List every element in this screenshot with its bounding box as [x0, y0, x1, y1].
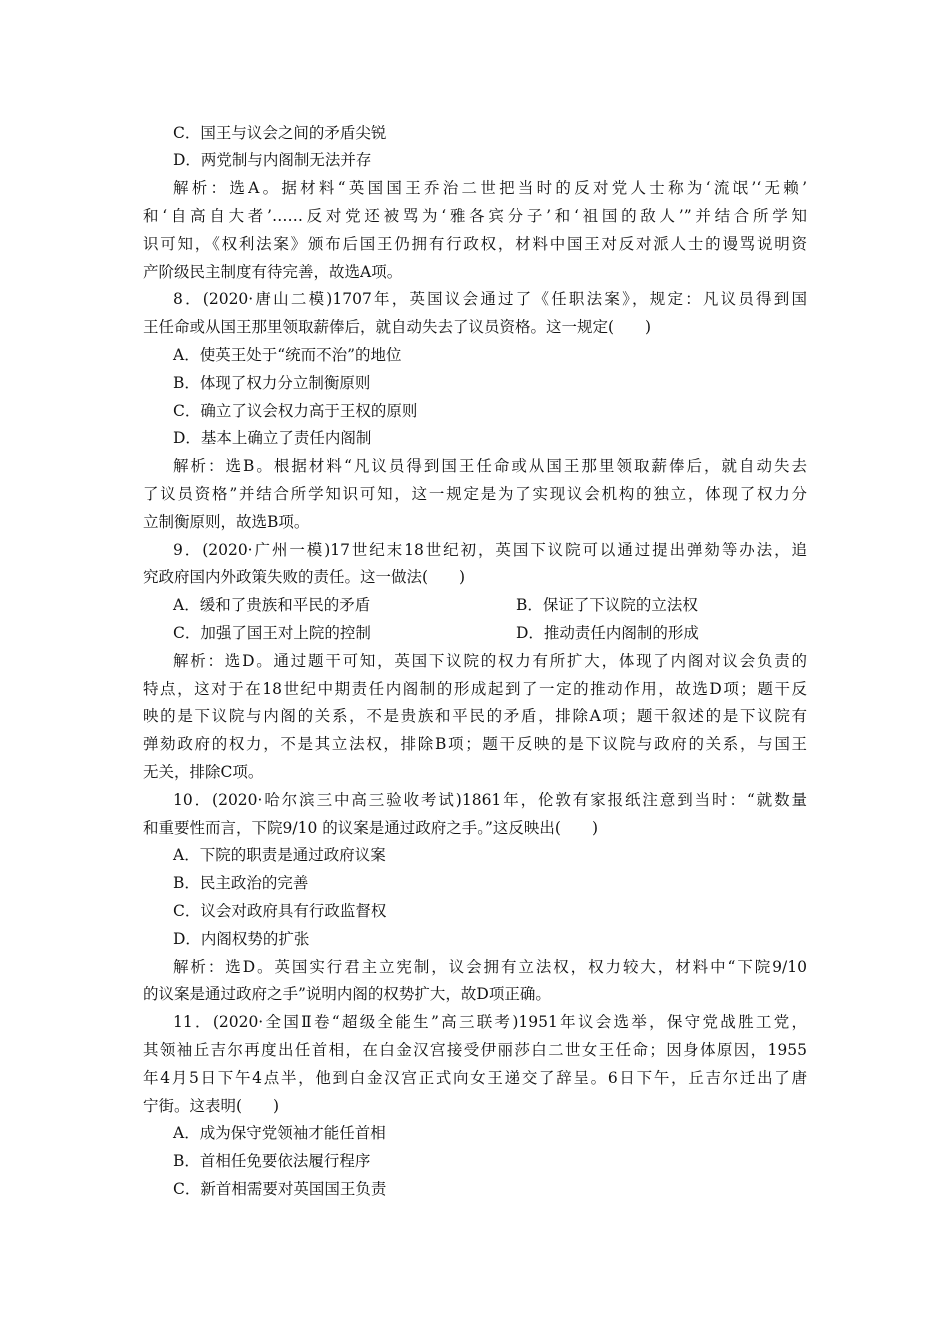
q9-analysis-line: 无关，排除C项。 — [143, 763, 264, 781]
q10-option-a: A．下院的职责是通过政府议案 — [173, 846, 386, 864]
q10-option-c: C．议会对政府具有行政监督权 — [173, 902, 387, 920]
q8-option-d: D．基本上确立了责任内阁制 — [173, 429, 372, 447]
q9-analysis-line: 解析：选D。通过题干可知，英国下议院的权力有所扩大，体现了内阁对议会负责的 — [173, 652, 807, 670]
q11-stem-line: 宁街。这表明( ) — [143, 1097, 280, 1115]
q10-stem-line: 和重要性而言，下院9/10 的议案是通过政府之手。”这反映出( ) — [143, 819, 599, 837]
q11-option-a: A．成为保守党领袖才能任首相 — [173, 1124, 386, 1142]
q9-option-a: A．缓和了贵族和平民的矛盾 — [173, 596, 371, 614]
q9-option-c: C．加强了国王对上院的控制 — [173, 624, 371, 642]
q8-analysis-line: 解析：选B。根据材料“凡议员得到国王任命或从国王那里领取薪俸后，就自动失去 — [173, 457, 807, 475]
q11-option-b: B．首相任免要依法履行程序 — [173, 1152, 371, 1170]
q9-stem-line: 9．(2020·广州一模)17世纪末18世纪初，英国下议院可以通过提出弹劾等办法，追 — [173, 541, 807, 559]
q7-analysis-line: 解析：选A。据材料“英国国王乔治二世把当时的反对党人士称为‘流氓’‘无赖’ — [173, 179, 807, 197]
q11-option-c: C．新首相需要对英国国王负责 — [173, 1180, 387, 1198]
q8-analysis-line: 了议员资格”并结合所学知识可知，这一规定是为了实现议会机构的独立，体现了权力分 — [143, 485, 807, 503]
q7-analysis-line: 和‘自高自大者’……反对党还被骂为‘雅各宾分子’和‘祖国的敌人’”并结合所学知 — [143, 207, 807, 225]
q9-analysis-line: 映的是下议院与内阁的关系，不是贵族和平民的矛盾，排除A项；题干叙述的是下议院有 — [143, 707, 807, 725]
q11-stem-line: 年4月5日下午4点半，他到白金汉宫正式向女王递交了辞呈。6日下午，丘吉尔迁出了唐 — [143, 1069, 807, 1087]
q8-stem-line: 王任命或从国王那里领取薪俸后，就自动失去了议员资格。这一规定( ) — [143, 318, 652, 336]
q8-option-c: C．确立了议会权力高于王权的原则 — [173, 402, 418, 420]
q7-analysis-line: 识可知，《权利法案》颁布后国王仍拥有行政权，材料中国王对反对派人士的谩骂说明资 — [143, 235, 807, 253]
q10-analysis-line: 的议案是通过政府之手”说明内阁的权势扩大，故D项正确。 — [143, 985, 551, 1003]
q7-option-d: D．两党制与内阁制无法并存 — [173, 151, 372, 169]
q11-stem-line: 其领袖丘吉尔再度出任首相，在白金汉宫接受伊丽莎白二世女王任命；因身体原因，1955 — [143, 1041, 807, 1059]
q9-analysis-line: 弹劾政府的权力，不是其立法权，排除B项；题干反映的是下议院与政府的关系，与国王 — [143, 735, 807, 753]
q7-analysis-line: 产阶级民主制度有待完善，故选A项。 — [143, 263, 403, 281]
q8-option-a: A．使英王处于“统而不治”的地位 — [173, 346, 402, 364]
q8-analysis-line: 立制衡原则，故选B项。 — [143, 513, 310, 531]
q9-analysis-line: 特点，这对于在18世纪中期责任内阁制的形成起到了一定的推动作用，故选D项；题干反 — [143, 680, 807, 698]
q11-stem-line: 11．(2020·全国Ⅱ卷“超级全能生”高三联考)1951年议会选举，保守党战胜工党， — [173, 1013, 807, 1031]
q10-stem-line: 10．(2020·哈尔滨三中高三验收考试)1861年，伦敦有家报纸注意到当时：“就数量 — [173, 791, 807, 809]
q8-stem-line: 8．(2020·唐山二模)1707年，英国议会通过了《任职法案》，规定：凡议员得到国 — [173, 290, 807, 308]
q10-analysis-line: 解析：选D。英国实行君主立宪制，议会拥有立法权，权力较大，材料中“下院9/10 — [173, 958, 807, 976]
q8-option-b: B．体现了权力分立制衡原则 — [173, 374, 371, 392]
q7-option-c: C．国王与议会之间的矛盾尖锐 — [173, 124, 387, 142]
q9-option-b: B．保证了下议院的立法权 — [516, 596, 698, 614]
q10-option-d: D．内阁权势的扩张 — [173, 930, 310, 948]
q9-stem-line: 究政府国内外政策失败的责任。这一做法( ) — [143, 568, 466, 586]
q9-option-d: D．推动责任内阁制的形成 — [516, 624, 699, 642]
q10-option-b: B．民主政治的完善 — [173, 874, 309, 892]
